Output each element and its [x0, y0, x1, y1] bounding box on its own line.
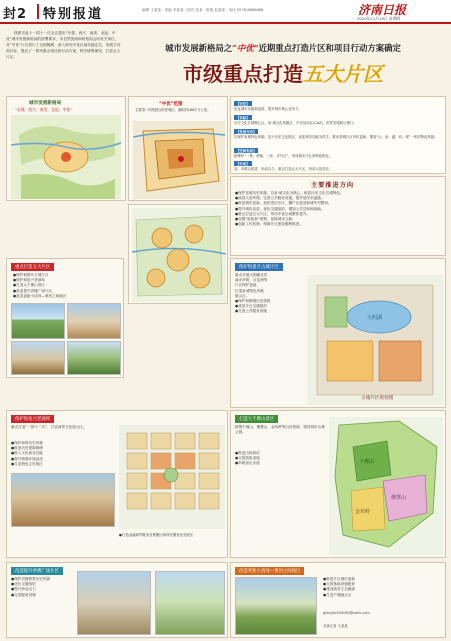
commercial-map	[119, 425, 225, 529]
direction-item: ●加强“留改拆”统筹，延续城市文脉。	[235, 217, 296, 222]
plan-head-goal: 【目标】	[236, 116, 250, 120]
honglou-item: ●保护洪楼教堂历史风貌	[11, 577, 51, 581]
five-districts-list	[13, 273, 66, 299]
commercial-item: ●提升街巷环境品质	[11, 456, 43, 461]
xiaoqing-photo	[235, 577, 317, 635]
plan-card	[230, 96, 446, 174]
zhongyou-panel	[128, 96, 228, 201]
footer-editor: 本版记者 王某某	[323, 624, 348, 628]
district-photo	[67, 341, 121, 375]
old-city-item: ●保护和修缮历史建筑	[235, 299, 271, 304]
xiaoqing-item: ●建设滨河生态廊道	[323, 587, 355, 592]
newspaper-logo: 济南日报	[358, 3, 407, 17]
xiaoqing-item: ●打造产城融合区	[323, 592, 352, 597]
mountain-item: ●完善游览设施	[235, 456, 260, 461]
city-pattern-map	[11, 115, 121, 199]
direction-item: ●创新工作机制，保障片区建设顺利推进。	[235, 222, 303, 227]
commercial-item: ●保护商埠历史风貌	[11, 441, 43, 445]
mountain-item: ●推进山体绿化	[235, 451, 260, 455]
commercial-item: ●植入文化商业功能	[11, 451, 43, 456]
xiaoqing-panel	[230, 562, 446, 638]
mountain-item: ●串联登山步道	[235, 461, 260, 466]
plan-head-action: 【行动】	[236, 162, 250, 166]
district-item: ●改造提升洪楼广场片区	[13, 288, 53, 293]
commercial-item: ●推进历史建筑修缮	[11, 446, 43, 451]
district-item: ●保护和提升古城片区	[13, 273, 49, 277]
direction-item: ●保护老城历史风貌，以泉·城文化为核心，彰显历史文化名城特色。	[235, 191, 344, 195]
central-map-panel	[128, 204, 228, 304]
footer-credit: gfzsyjhc534080@sohu.com	[323, 611, 370, 615]
plan-head-direction: 【发展方向】	[236, 130, 257, 134]
plan-text-layout: 统筹好“一核、两轴、三环、多片区”，形成城市中心和特色街区。	[234, 154, 333, 158]
mountain-label: 打造大千佛山景区	[235, 415, 278, 423]
commercial-photo	[11, 473, 115, 527]
headline	[150, 58, 416, 87]
commercial-list	[11, 441, 43, 467]
direction-item: ●重点打造五大片区，带动中优区域整体提升。	[235, 211, 311, 216]
kicker-highlight: “中优”	[232, 43, 259, 53]
xiaoqing-label: 改造更新小清河—黄河之间地区	[235, 567, 304, 575]
honglou-item: ●提升商业活力	[11, 587, 36, 592]
honglou-photo	[77, 571, 151, 635]
daming-lake-label: 大明湖	[367, 315, 383, 321]
honglou-panel	[6, 562, 228, 638]
old-city-item: ●改善片区交通组织	[235, 304, 267, 309]
old-city-item: ●完善公共服务设施	[235, 309, 267, 314]
district-photo	[11, 303, 65, 339]
mountain-map	[329, 417, 443, 555]
district-photo	[67, 303, 121, 339]
plan-text-position: 优化城市功能和品质、提升城市核心竞争力。	[234, 107, 302, 111]
intro-paragraph: 按照市委十一届十一次全会提出“东强、西兴、南美、北起、中优”城市发展新格局的部署要求，市自然资源和规划局会同有关单位，对“中优”片区进行了全面梳理，深入研究中优区域功能定位、发展方向和目标，提出了一系列重点项目和行动方案，科学统筹谋划，打造五大片区。	[6, 31, 121, 59]
commercial-caption: ●打造金融商贸服务业集聚区和现代服务业发展区	[119, 533, 194, 537]
headline-text: 市级重点打造	[183, 62, 303, 86]
plan-text-action: 省、市联合推进，形成合力，重点打造五大片区，形成示范效应。	[234, 167, 333, 171]
kicker-text-after: 近期重点打造片区和项目行动方案确定	[258, 43, 401, 53]
old-city-item: 打造泉城特色风貌	[235, 288, 264, 293]
directions-panel	[230, 176, 446, 256]
mountain-panel	[230, 410, 446, 558]
plan-text-goal: 历史文化名城核心区、泉·城文化风貌区、中央活动区(CAZ)、世界名城展示窗口。	[234, 121, 357, 125]
plan-head-layout: 【空间布局】	[236, 149, 257, 153]
honglou-list	[11, 577, 50, 598]
honglou-item: ●完善配套设施	[11, 592, 36, 597]
fohui-label: 佛慧山	[391, 495, 407, 501]
old-city-item: 曲水亭街、百花洲等	[235, 278, 268, 283]
district-item: ●改造更新小清河—黄河之间地区	[13, 293, 67, 298]
headline-highlight: 五大片区	[303, 62, 383, 86]
city-pattern-title: 城市发展新格局	[29, 101, 62, 106]
jinjiling-label: 金鸡岭	[355, 509, 371, 515]
qianfo-label: 千佛山	[359, 459, 375, 465]
kicker-text: 城市发展新格局之	[165, 43, 233, 53]
directions-title: 主要推进方向	[311, 182, 355, 189]
xiaoqing-item: ●推进片区城市更新	[323, 577, 355, 581]
mountain-intro: 统筹千佛山、佛慧山、金鸡岭等山体资源，建设城市山林公园。	[235, 425, 325, 435]
old-city-item: 重点开展大明湖北岸、	[235, 273, 271, 277]
zhongyou-map	[133, 121, 225, 199]
city-pattern-panel	[6, 96, 126, 201]
old-city-item: 片区保护更新，	[235, 283, 261, 288]
issue-date: 2020年11月19日 星期四	[357, 16, 401, 21]
honglou-item: ●优化交通组织	[11, 582, 36, 587]
district-item: ●打造大千佛山景区	[13, 283, 45, 288]
old-city-label: 保护和提升古城片区	[235, 263, 283, 271]
city-pattern-subtitle: “东强、西兴、南美、北起、中优”	[15, 107, 73, 112]
kicker	[120, 42, 446, 54]
old-city-panel	[230, 258, 446, 408]
zhongyou-desc: 主要指二环路围合的老城区、面积约160平方公里。	[135, 108, 211, 112]
old-city-plan	[307, 275, 443, 405]
zhongyou-title: “中优”范围	[159, 102, 183, 107]
district-item: ●保护和复兴老商埠	[13, 278, 45, 283]
honglou-label: 改造提升洪楼广场片区	[11, 567, 63, 575]
xiaoqing-item: ●完善基础设施配套	[323, 582, 355, 587]
directions-list	[235, 191, 443, 227]
old-city-item: 展示区。	[235, 293, 250, 298]
commercial-item: ●打造特色文化街区	[11, 461, 43, 466]
direction-item: ●提升城市品质，优化交通组织，增加公共空间和绿地。	[235, 206, 325, 211]
old-city-list	[235, 273, 271, 315]
central-map	[132, 208, 226, 302]
mountain-list	[235, 451, 260, 467]
section-title: 特别报道	[43, 7, 104, 22]
honglou-photo	[155, 571, 225, 635]
section-number: 封2	[3, 7, 28, 22]
five-districts-label: 重点打造五大片区	[11, 263, 54, 271]
direction-item: ●推进城市更新，加快老旧小区、棚户区改造和城中村整治。	[235, 201, 332, 206]
plan-head-position: 【定位】	[236, 102, 250, 106]
masthead-separator	[37, 4, 39, 19]
commercial-intro: 重点打造“一园十二坊”，打造商埠文化展示区。	[11, 425, 87, 429]
commercial-label: 保护和复兴老商埠	[11, 415, 54, 423]
masthead-meta: 编辑 王某某 · 美编 李某某 · 校对 张某 · 组版 赵某某 · 电话 0578-8888888	[142, 8, 264, 12]
plan-text-direction: 以保护泉城特色风貌、复兴历史文化街区、优化城市功能为抓手，推动老城片区有机更新，塑造“山、泉、湖、河、城”一体的特色风貌。	[234, 135, 438, 139]
old-city-plan-label: 古城片区规划图	[361, 396, 394, 401]
commercial-panel	[6, 410, 228, 558]
direction-item: ●改善人居环境，完善公共服务设施，提升居民幸福感。	[235, 196, 325, 201]
five-districts-panel	[6, 258, 124, 378]
masthead	[0, 0, 451, 24]
xiaoqing-list	[323, 577, 355, 598]
district-photo	[11, 341, 65, 375]
